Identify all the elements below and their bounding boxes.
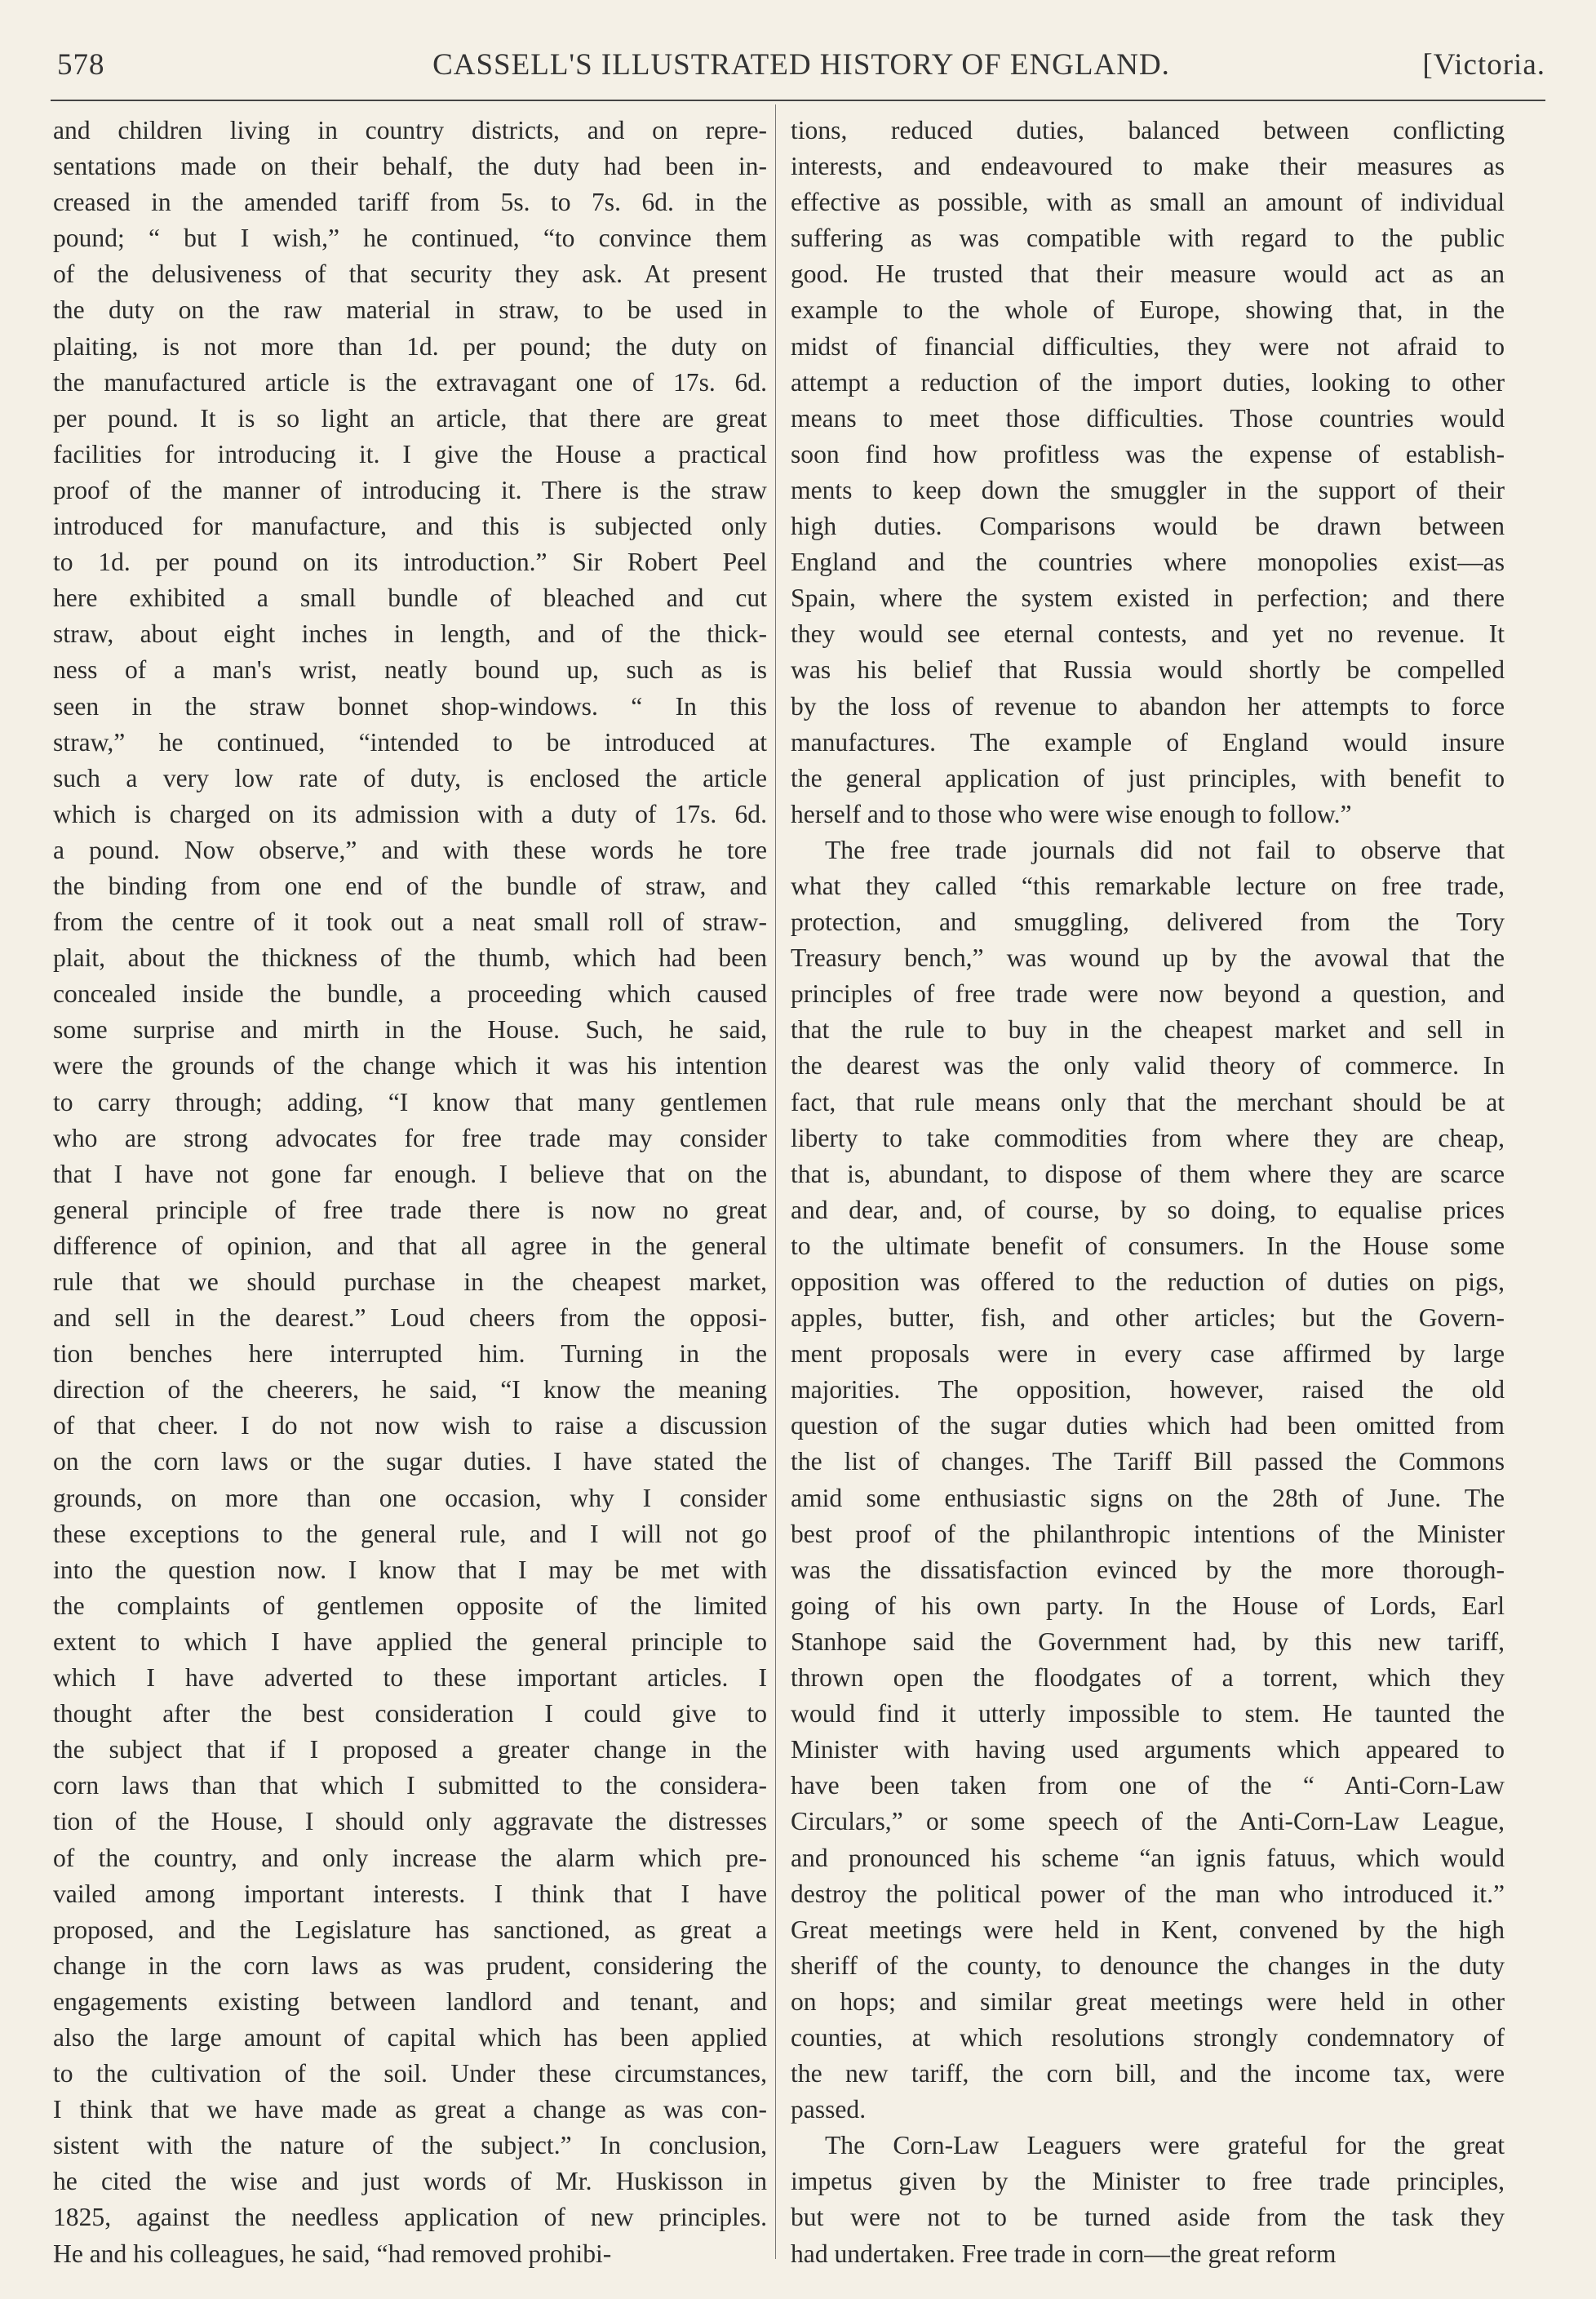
text-line: proposed, and the Legislature has sanctioned, as great a — [53, 1915, 767, 1944]
text-line: what they called “this remarkable lecture on free trade, — [791, 871, 1505, 900]
text-line: grounds, on more than one occasion, why I consider — [53, 1483, 767, 1512]
text-line: such a very low rate of duty, is enclosed the article — [53, 763, 767, 792]
text-line: which is charged on its admission with a duty of 17s. 6d. — [53, 799, 767, 828]
text-line: general principle of free trade there is now no great — [53, 1195, 767, 1224]
text-line: midst of financial difficulties, they were not afraid to — [791, 331, 1505, 361]
text-line: attempt a reduction of the import duties, looking to other — [791, 367, 1505, 397]
text-line: who are strong advocates for free trade may consider — [53, 1123, 767, 1152]
text-line: the general application of just principles, with benefit to — [791, 763, 1505, 792]
text-line: and dear, and, of course, by so doing, to equalise prices — [791, 1195, 1505, 1224]
text-line: interests, and endeavoured to make their measures as — [791, 152, 1505, 181]
header-rule — [51, 100, 1545, 101]
text-line: he cited the wise and just words of Mr. Huskisson in — [53, 2167, 767, 2196]
text-line: the manufactured article is the extravagant one of 17s. 6d. — [53, 367, 767, 397]
text-line: question of the sugar duties which had been omitted from — [791, 1411, 1505, 1440]
left-column — [53, 113, 767, 2272]
right-column — [791, 113, 1505, 2272]
text-line: vailed among important interests. I think that I have — [53, 1879, 767, 1908]
text-line: suffering as was compatible with regard to the public — [791, 224, 1505, 253]
text-line: manufactures. The example of England would insure — [791, 727, 1505, 757]
text-line: good. He trusted that their measure would act as an — [791, 260, 1505, 289]
text-line: would find it utterly impossible to stem. He taunted the — [791, 1699, 1505, 1729]
text-line: concealed inside the bundle, a proceeding which caused — [53, 979, 767, 1009]
text-line: effective as possible, with as small an amount of individual — [791, 188, 1505, 217]
text-line: apples, butter, fish, and other articles; but the Govern- — [791, 1303, 1505, 1333]
text-line: to 1d. per pound on its introduction.” Sir Robert Peel — [53, 548, 767, 577]
text-line: and pronounced his scheme “an ignis fatuus, which would — [791, 1843, 1505, 1872]
text-line: liberty to take commodities from where they are cheap, — [791, 1123, 1505, 1152]
text-line: into the question now. I know that I may be met with — [53, 1555, 767, 1584]
text-line: but were not to be turned aside from the task they — [791, 2203, 1505, 2232]
column-divider — [775, 104, 776, 2259]
text-line: pound; “ but I wish,” he continued, “to convince them — [53, 224, 767, 253]
text-line: the subject that if I proposed a greater change in the — [53, 1735, 767, 1764]
text-line: of the country, and only increase the alarm which pre- — [53, 1843, 767, 1872]
text-line: introduced for manufacture, and this is subjected only — [53, 512, 767, 541]
text-line: by the loss of revenue to abandon her attempts to force — [791, 691, 1505, 721]
text-line: Great meetings were held in Kent, convened by the high — [791, 1915, 1505, 1944]
text-line: thought after the best consideration I could give to — [53, 1699, 767, 1729]
text-line: that is, abundant, to dispose of them where they are scarce — [791, 1159, 1505, 1188]
text-line: He and his colleagues, he said, “had removed prohibi- — [53, 2239, 612, 2268]
text-line: majorities. The opposition, however, raised the old — [791, 1375, 1505, 1405]
text-line: Circulars,” or some speech of the Anti-Corn-Law League, — [791, 1807, 1505, 1836]
text-line: these exceptions to the general rule, and I will not go — [53, 1519, 767, 1548]
text-line: tions, reduced duties, balanced between conflicting — [791, 116, 1505, 144]
running-title: CASSELL'S ILLUSTRATED HISTORY OF ENGLAND. — [432, 48, 1170, 82]
text-line: of the delusiveness of that security they ask. At present — [53, 260, 767, 289]
text-line: the list of changes. The Tariff Bill passed the Commons — [791, 1447, 1505, 1476]
text-line: ment proposals were in every case affirmed by large — [791, 1339, 1505, 1369]
text-line: Stanhope said the Government had, by this new tariff, — [791, 1627, 1505, 1656]
text-line: creased in the amended tariff from 5s. to 7s. 6d. in the — [53, 188, 767, 217]
text-line: extent to which I have applied the general principle to — [53, 1627, 767, 1656]
text-line: tion benches here interrupted him. Turning in the — [53, 1339, 767, 1369]
text-line: seen in the straw bonnet shop-windows. “ In this — [53, 691, 767, 721]
text-line: amid some enthusiastic signs on the 28th of June. The — [791, 1483, 1505, 1512]
text-line: direction of the cheerers, he said, “I know the meaning — [53, 1375, 767, 1405]
text-line: means to meet those difficulties. Those countries would — [791, 403, 1505, 433]
text-line: ments to keep down the smuggler in the support of their — [791, 475, 1505, 504]
text-line: Treasury bench,” was wound up by the avowal that the — [791, 943, 1505, 973]
text-line: herself and to those who were wise enough to follow.” — [791, 799, 1352, 828]
text-line: tion of the House, I should only aggravate the distresses — [53, 1807, 767, 1836]
text-line: impetus given by the Minister to free trade principles, — [791, 2167, 1505, 2196]
text-line: counties, at which resolutions strongly condemnatory of — [791, 2022, 1505, 2052]
text-line: 1825, against the needless application of new principles. — [53, 2203, 767, 2232]
text-line: a pound. Now observe,” and with these words he tore — [53, 835, 767, 864]
text-line: fact, that rule means only that the merchant should be at — [791, 1087, 1505, 1116]
text-line: on hops; and similar great meetings were held in other — [791, 1986, 1505, 2016]
text-line: have been taken from one of the “ Anti-Corn-Law — [791, 1771, 1505, 1800]
text-line: they would see eternal contests, and yet no revenue. It — [791, 619, 1505, 649]
text-line: to carry through; adding, “I know that many gentlemen — [53, 1087, 767, 1116]
text-line: per pound. It is so light an article, that there are great — [53, 403, 767, 433]
text-line: straw,” he continued, “intended to be introduced at — [53, 727, 767, 757]
text-line: plaiting, is not more than 1d. per pound; the duty on — [53, 331, 767, 361]
text-line: England and the countries where monopolies exist—as — [791, 548, 1505, 577]
text-line: here exhibited a small bundle of bleached and cut — [53, 584, 767, 613]
text-line: passed. — [791, 2095, 867, 2124]
text-line: thrown open the floodgates of a torrent, which they — [791, 1663, 1505, 1693]
text-line: ness of a man's wrist, neatly bound up, such as is — [53, 655, 767, 685]
text-line: opposition was offered to the reduction of duties on pigs, — [791, 1267, 1505, 1296]
text-line: was the dissatisfaction evinced by the more thorough- — [791, 1555, 1505, 1584]
text-line: the binding from one end of the bundle of straw, and — [53, 871, 767, 900]
text-line: high duties. Comparisons would be drawn between — [791, 512, 1505, 541]
text-line: the dearest was the only valid theory of commerce. In — [791, 1051, 1505, 1081]
text-line: some surprise and mirth in the House. Such, he said, — [53, 1015, 767, 1045]
text-line: on the corn laws or the sugar duties. I have stated the — [53, 1447, 767, 1476]
text-line: Spain, where the system existed in perfection; and there — [791, 584, 1505, 613]
text-line: which I have adverted to these important articles. I — [53, 1663, 767, 1693]
text-line: soon find how profitless was the expense of establish- — [791, 439, 1505, 468]
text-line: the new tariff, the corn bill, and the income tax, were — [791, 2059, 1505, 2088]
text-line: had undertaken. Free trade in corn—the great reform — [791, 2239, 1337, 2268]
text-line: sentations made on their behalf, the duty had been in- — [53, 152, 767, 181]
text-line: facilities for introducing it. I give the House a practical — [53, 439, 767, 468]
text-line: the complaints of gentlemen opposite of the limited — [53, 1591, 767, 1620]
text-line: plait, about the thickness of the thumb, which had been — [53, 943, 767, 973]
text-line: that I have not gone far enough. I believe that on the — [53, 1159, 767, 1188]
page-header — [57, 42, 1545, 91]
text-line: from the centre of it took out a neat small roll of straw- — [53, 908, 767, 937]
text-line: I think that we have made as great a change as was con- — [53, 2095, 767, 2124]
text-line: and sell in the dearest.” Loud cheers from the opposi- — [53, 1303, 767, 1333]
text-line: The Corn-Law Leaguers were grateful for the great — [825, 2131, 1505, 2160]
text-line: sistent with the nature of the subject.” In conclusion, — [53, 2131, 767, 2160]
text-line: destroy the political power of the man who introduced it.” — [791, 1879, 1505, 1908]
text-line: principles of free trade were now beyond a question, and — [791, 979, 1505, 1009]
text-line: to the ultimate benefit of consumers. In the House some — [791, 1231, 1505, 1260]
text-line: Minister with having used arguments which appeared to — [791, 1735, 1505, 1764]
text-line: proof of the manner of introducing it. There is the straw — [53, 475, 767, 504]
section-label: [Victoria. — [1422, 48, 1545, 82]
text-line: sheriff of the county, to denounce the changes in the duty — [791, 1951, 1505, 1980]
page-number: 578 — [57, 48, 105, 82]
text-line: were the grounds of the change which it was his intention — [53, 1051, 767, 1081]
text-line: and children living in country districts, and on repre- — [53, 116, 767, 144]
text-line: going of his own party. In the House of Lords, Earl — [791, 1591, 1505, 1620]
text-line: rule that we should purchase in the cheapest market, — [53, 1267, 767, 1296]
text-line: protection, and smuggling, delivered from the Tory — [791, 908, 1505, 937]
text-line: that the rule to buy in the cheapest market and sell in — [791, 1015, 1505, 1045]
text-line: difference of opinion, and that all agree in the general — [53, 1231, 767, 1260]
text-line: straw, about eight inches in length, and of the thick- — [53, 619, 767, 649]
text-line: change in the corn laws as was prudent, considering the — [53, 1951, 767, 1980]
text-line: of that cheer. I do not now wish to raise a discussion — [53, 1411, 767, 1440]
text-line: to the cultivation of the soil. Under these circumstances, — [53, 2059, 767, 2088]
text-line: engagements existing between landlord and tenant, and — [53, 1986, 767, 2016]
text-line: best proof of the philanthropic intentions of the Minister — [791, 1519, 1505, 1548]
text-line: example to the whole of Europe, showing that, in the — [791, 295, 1505, 325]
text-line: The free trade journals did not fail to observe that — [825, 835, 1505, 864]
text-line: also the large amount of capital which has been applied — [53, 2022, 767, 2052]
text-line: corn laws than that which I submitted to the considera- — [53, 1771, 767, 1800]
text-line: was his belief that Russia would shortly be compelled — [791, 655, 1505, 685]
text-line: the duty on the raw material in straw, to be used in — [53, 295, 767, 325]
